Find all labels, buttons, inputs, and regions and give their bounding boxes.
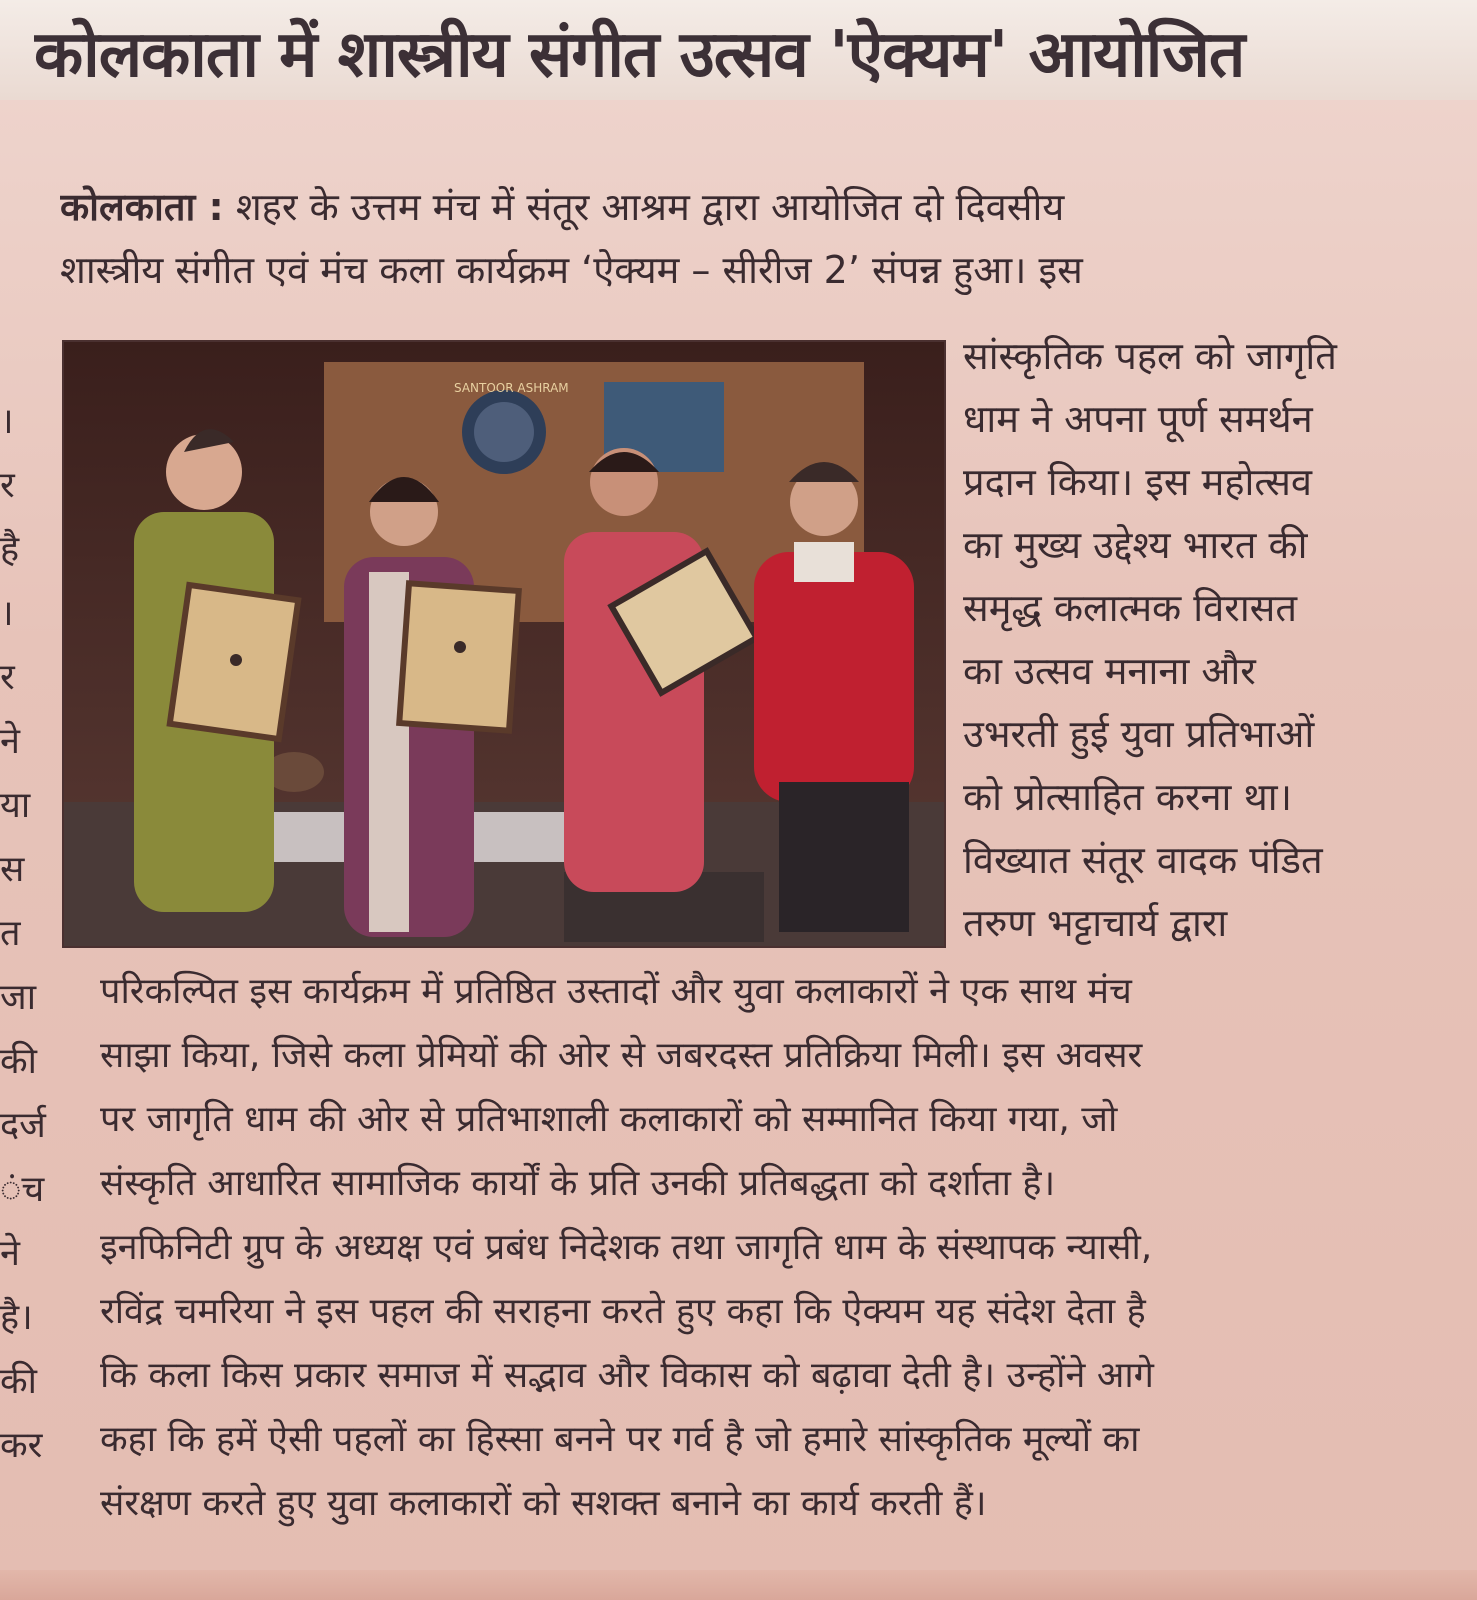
side-column bbox=[963, 325, 1393, 955]
side-line: विख्यात संतूर वादक पंडित bbox=[963, 838, 1323, 882]
body-line: इनफिनिटी ग्रुप के अध्यक्ष एवं प्रबंध निदेशक तथा जागृति धाम के संस्थापक न्यासी, bbox=[100, 1227, 1153, 1268]
side-line: का मुख्य उद्देश्य भारत की bbox=[963, 523, 1308, 567]
fragment: या bbox=[0, 785, 31, 826]
side-line: सांस्कृतिक पहल को जागृति bbox=[963, 334, 1337, 378]
headline: कोलकाता में शास्त्रीय संगीत उत्सव 'ऐक्यम' आयोजित bbox=[34, 18, 1245, 92]
fragment: । bbox=[0, 401, 14, 442]
lead-line-1 bbox=[60, 176, 1390, 239]
fragment: है bbox=[0, 529, 20, 570]
fragment: र bbox=[0, 657, 15, 698]
fragment: ंच bbox=[0, 1169, 45, 1210]
lead-paragraph bbox=[60, 176, 1390, 302]
fragment: दर्ज bbox=[0, 1105, 46, 1146]
event-photo-illustration bbox=[64, 342, 944, 946]
fragment: त bbox=[0, 913, 21, 954]
side-line: का उत्सव मनाना और bbox=[963, 649, 1256, 693]
fragment: स bbox=[0, 849, 25, 890]
fragment: की bbox=[0, 1041, 37, 1082]
page-bottom-edge bbox=[0, 1570, 1477, 1600]
body-line: पर जागृति धाम की ओर से प्रतिभाशाली कलाकारों को सम्मानित किया गया, जो bbox=[100, 1099, 1118, 1140]
body-line: कहा कि हमें ऐसी पहलों का हिस्सा बनने पर गर्व है जो हमारे सांस्कृतिक मूल्यों का bbox=[100, 1419, 1140, 1460]
body-line: साझा किया, जिसे कला प्रेमियों की ओर से जबरदस्त प्रतिक्रिया मिली। इस अवसर bbox=[100, 1035, 1143, 1076]
lead-line-2: शास्त्रीय संगीत एवं मंच कला कार्यक्रम ‘ऐक्यम – सीरीज 2’ संपन्न हुआ। इस bbox=[60, 248, 1083, 292]
fragment: ने bbox=[0, 1233, 20, 1274]
side-line: तरुण भट्टाचार्य द्वारा bbox=[963, 901, 1228, 945]
fragment: कर bbox=[0, 1425, 43, 1466]
side-line: को प्रोत्साहित करना था। bbox=[963, 775, 1292, 819]
fragment: र bbox=[0, 465, 15, 506]
event-photo bbox=[64, 342, 944, 946]
lead-line-1-text: शहर के उत्तम मंच में संतूर आश्रम द्वारा आयोजित दो दिवसीय bbox=[223, 185, 1065, 229]
fragment: जा bbox=[0, 977, 37, 1018]
fragment: ने bbox=[0, 721, 20, 762]
body-line: कि कला किस प्रकार समाज में सद्भाव और विकास को बढ़ावा देती है। उन्होंने आगे bbox=[100, 1355, 1154, 1396]
adjacent-column-fragments bbox=[0, 390, 70, 1478]
body-paragraph bbox=[100, 960, 1400, 1536]
body-line: संस्कृति आधारित सामाजिक कार्यों के प्रति उनकी प्रतिबद्धता को दर्शाता है। bbox=[100, 1163, 1056, 1204]
body-line: परिकल्पित इस कार्यक्रम में प्रतिष्ठित उस्तादों और युवा कलाकारों ने एक साथ मंच bbox=[100, 971, 1132, 1012]
side-line: प्रदान किया। इस महोत्सव bbox=[963, 460, 1313, 504]
side-line: उभरती हुई युवा प्रतिभाओं bbox=[963, 712, 1315, 756]
fragment: है। bbox=[0, 1297, 33, 1338]
fragment: । bbox=[0, 593, 14, 634]
fragment: की bbox=[0, 1361, 37, 1402]
dateline-place: कोलकाता : bbox=[60, 185, 224, 229]
banner-text: SANTOOR ASHRAM bbox=[454, 381, 569, 395]
side-line: धाम ने अपना पूर्ण समर्थन bbox=[963, 397, 1313, 441]
body-line: संरक्षण करते हुए युवा कलाकारों को सशक्त बनाने का कार्य करती हैं। bbox=[100, 1483, 987, 1524]
side-line: समृद्ध कलात्मक विरासत bbox=[963, 586, 1298, 630]
body-line: रविंद्र चमरिया ने इस पहल की सराहना करते हुए कहा कि ऐक्यम यह संदेश देता है bbox=[100, 1291, 1146, 1332]
